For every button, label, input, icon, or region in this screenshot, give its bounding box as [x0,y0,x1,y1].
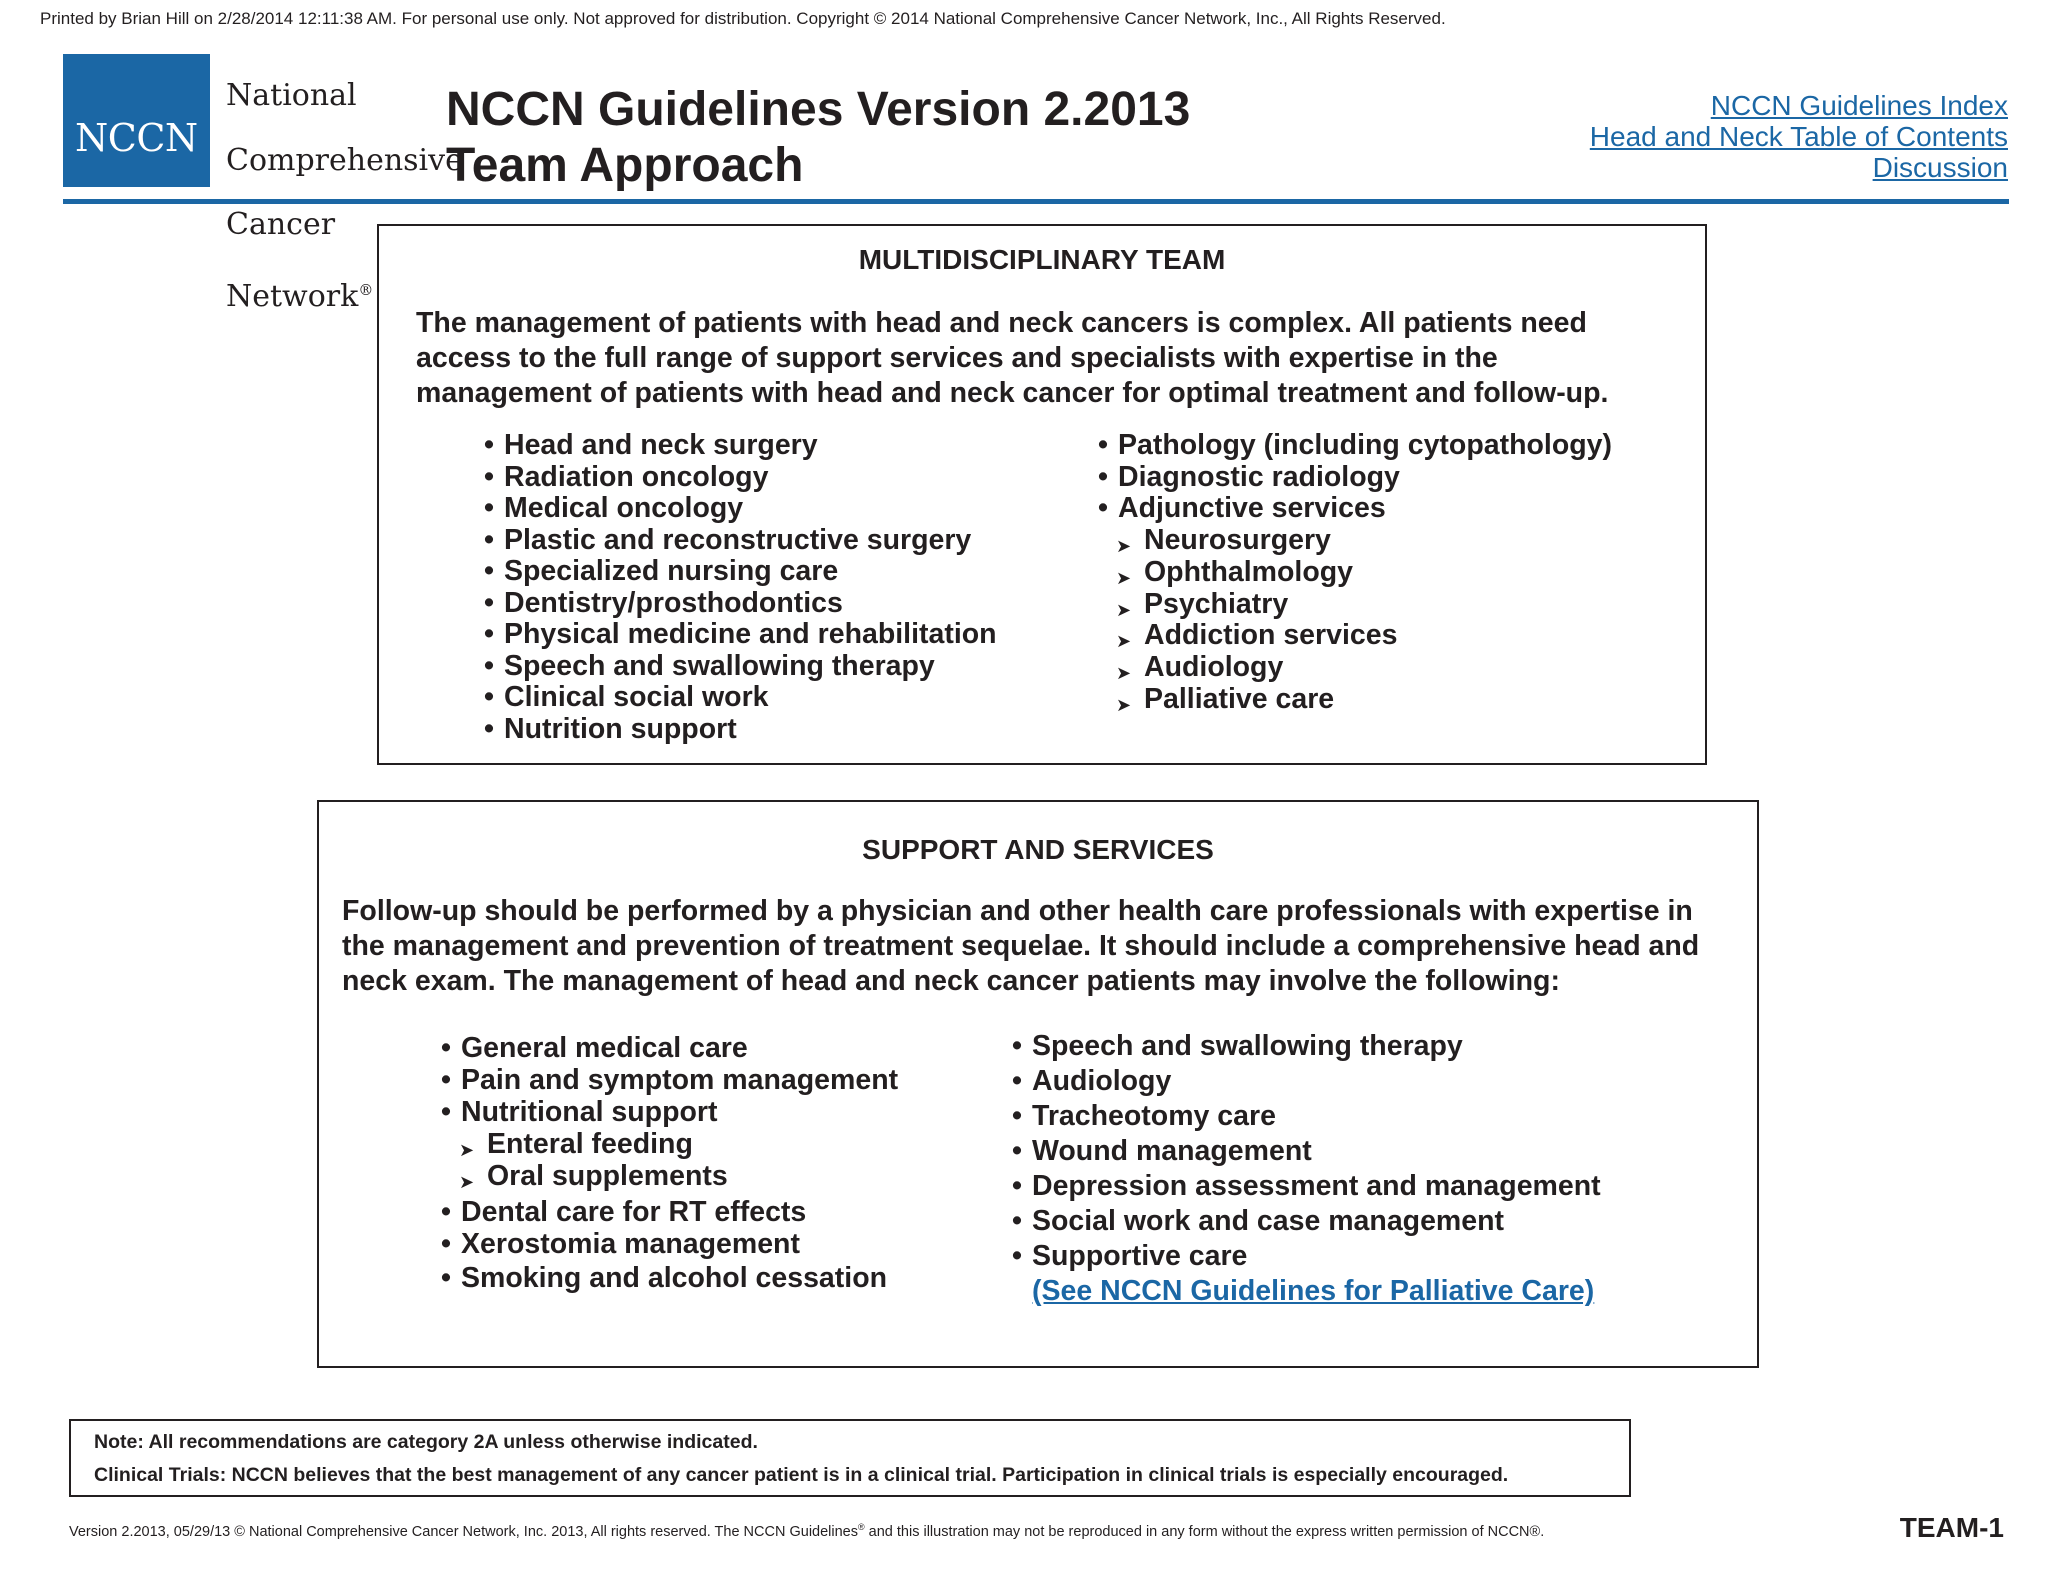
sub-list-item: ➤ Audiology [1098,652,1612,684]
nav-links [1590,90,2008,183]
list-item: • Specialized nursing care [484,556,997,588]
list-item: • Audiology [1012,1064,1601,1099]
header-divider [63,199,2009,204]
list-item: • Smoking and alcohol cessation [441,1262,898,1294]
page-identifier: TEAM-1 [1899,1512,2004,1543]
title-version: NCCN Guidelines Version 2.2013 [446,83,1191,136]
sub-list-item: ➤ Psychiatry [1098,589,1612,621]
list-item: • Tracheotomy care [1012,1099,1601,1134]
footer-copyright: Version 2.2013, 05/29/13 © National Comprehensive Cancer Network, Inc. 2013, All rights reserved. The NCCN Guidelines® and this illustration may not be reproduced in any form without the express written permission of NCCN®. [69,1522,1545,1540]
toc-link[interactable]: Head and Neck Table of Contents [1589,121,2008,152]
list-item: • Adjunctive services [1098,493,1612,525]
list-item: • Wound management [1012,1134,1601,1169]
list-item: • Speech and swallowing therapy [1012,1029,1601,1064]
list-item: • Radiation oncology [484,462,997,494]
sub-list-item: ➤ Neurosurgery [1098,525,1612,557]
org-name-line: National [226,78,357,113]
page-title [446,82,1190,194]
guidelines-index-link[interactable]: NCCN Guidelines Index [1710,90,2008,121]
support-services-box [317,800,1759,1368]
list-item: • Speech and swallowing therapy [484,651,997,683]
registered-mark: ® [358,280,374,299]
list-item: • Physical medicine and rehabilitation [484,619,997,651]
sub-list-item: ➤ Oral supplements [441,1160,898,1192]
print-notice: Printed by Brian Hill on 2/28/2014 12:11:38 AM. For personal use only. Not approved for distribution. Copyright © 2014 National Comprehensive Cancer Network, Inc., All Rights Reserved. [40,9,1446,28]
note-clinical-trials: Clinical Trials: NCCN believes that the best management of any cancer patient is in a clinical trial. Participation in clinical trials is especially encouraged. [94,1464,1509,1486]
list-item: • Dentistry/prosthodontics [484,588,997,620]
list-item: • Nutrition support [484,714,997,746]
org-name-line: Cancer [226,207,336,242]
list-item: • Social work and case management [1012,1204,1601,1239]
list-item: • Nutritional support [441,1096,898,1128]
logo-abbr: NCCN [75,116,198,160]
team-heading: MULTIDISCIPLINARY TEAM [858,244,1226,275]
list-item: • Depression assessment and management [1012,1169,1601,1204]
support-intro: Follow-up should be performed by a physician and other health care professionals with expertise in the management and prevention of treatment sequelae. It should include a comprehensive head and neck exam. The management of head and neck cancer patients may involve the following: [342,895,1700,997]
team-right-list [1098,430,1612,715]
list-item: • Xerostomia management [441,1228,898,1260]
list-item: • Medical oncology [484,493,997,525]
list-item: • Diagnostic radiology [1098,462,1612,494]
sub-list-item: ➤ Addiction services [1098,620,1612,652]
org-name-line: Network® [226,278,374,314]
list-item: • General medical care [441,1032,898,1064]
list-item: • Pain and symptom management [441,1064,898,1096]
sub-list-item: ➤ Enteral feeding [441,1128,898,1160]
list-item: • Pathology (including cytopathology) [1098,430,1612,462]
title-topic: Team Approach [446,139,804,192]
list-item: • Dental care for RT effects [441,1196,898,1228]
note-box [69,1419,1631,1497]
palliative-care-link[interactable]: (See NCCN Guidelines for Palliative Care) [1032,1275,1595,1307]
nccn-logo [63,54,210,187]
team-left-list [484,430,997,745]
list-item: • Head and neck surgery [484,430,997,462]
list-item: • Plastic and reconstructive surgery [484,525,997,557]
support-heading: SUPPORT AND SERVICES [862,834,1214,865]
discussion-link[interactable]: Discussion [1872,152,2008,183]
support-right-list [1012,1029,1601,1309]
palliative-care-link-item [1012,1274,1601,1309]
support-left-list [441,1032,898,1294]
team-intro: The management of patients with head and neck cancers is complex. All patients need access to the full range of support services and specialists with expertise in the management of patients with head and neck cancer for optimal treatment and follow-up. [416,307,1609,409]
sub-list-item: ➤ Palliative care [1098,684,1612,716]
list-item: • Supportive care [1012,1239,1601,1274]
sub-list-item: ➤ Ophthalmology [1098,557,1612,589]
note-category: Note: All recommendations are category 2A unless otherwise indicated. [94,1431,758,1453]
multidisciplinary-team-box [377,224,1707,765]
list-item: • Clinical social work [484,682,997,714]
org-name-line: Comprehensive [226,142,463,178]
